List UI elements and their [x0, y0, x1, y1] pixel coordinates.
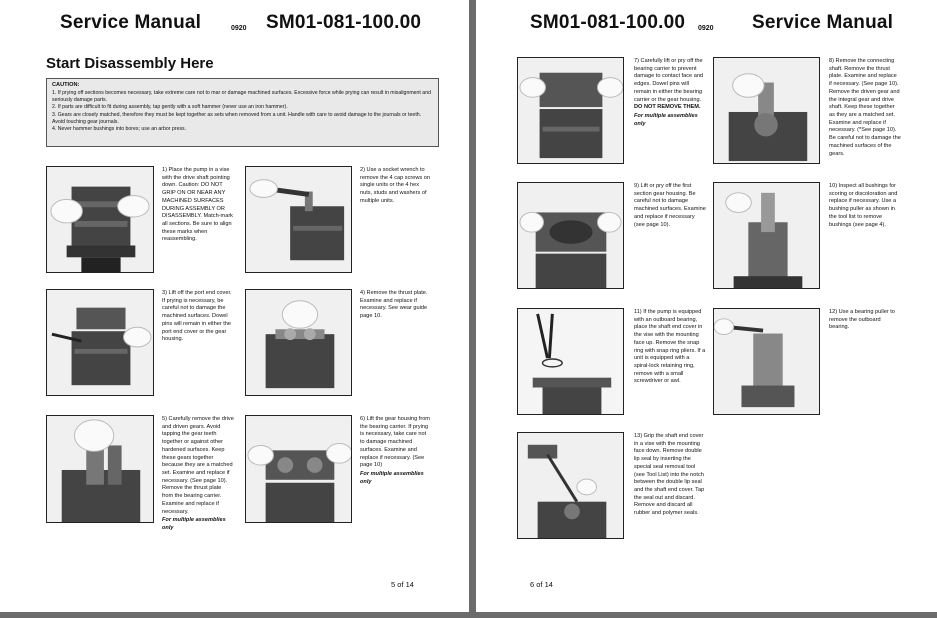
step-11-photo [517, 308, 624, 415]
step-7-warning: DO NOT REMOVE THEM. [634, 104, 701, 111]
bearing-carrier-image [518, 58, 623, 163]
manual-title: Service Manual [60, 12, 202, 33]
step-12-body: 12) Use a bearing puller to remove the outboard bearing. [829, 309, 895, 331]
step-12-text [829, 309, 901, 332]
step-3-body: 3) Lift off the port end cover. If prying is necessary, be careful not to damage the machined surfaces. Dowel pins will remain in either the port end cover or the gear housing. [162, 290, 232, 343]
step-3-text [162, 290, 234, 344]
bearing-puller-image [714, 309, 819, 414]
step-13-body: 13) Grip the shaft end cover in a vise with the mounting face down. Remove double lip seal by inserting the special seal removal tool (see Tool List) into the notch between the double lip seal and the shaft end cover. Tap the seal out and discard. Remove and discard all rubber and polymer seals. [634, 433, 705, 517]
step-9-body: 9) Lift or pry off the first section gear housing. Be careful not to damage machined surfaces. Examine and replace if necessary (see page 10). [634, 183, 706, 228]
step-10-photo [713, 182, 820, 289]
page-number: 6 of 14 [530, 580, 553, 589]
step-1-body: 1) Place the pump in a vise with the drive shaft pointing down. Caution: DO NOT GRIP ON OR NEAR ANY MACHINED SURFACES DURING ASSEMBLY OR DISASSEMBLY. Match-mark all sections. Be sure to align these marks when reassembling. [162, 167, 233, 243]
step-2-body: 2) Use a socket wrench to remove the 4 cap screws on single units or the 4 hex nuts, studs and washers of multiple units. [360, 167, 430, 204]
step-4-body: 4) Remove the thrust plate. Examine and replace if necessary. See wear guide page 10. [360, 290, 428, 320]
step-11-text [634, 309, 706, 386]
caution-heading: CAUTION: [52, 82, 80, 88]
step-2-text [360, 167, 432, 206]
step-8-photo [713, 57, 820, 164]
gears-removal-image [47, 416, 153, 522]
step-1-photo [46, 166, 154, 273]
pump-in-vise-image [47, 167, 153, 272]
bushing-puller-image [714, 183, 819, 288]
step-8-body: 8) Remove the connecting shaft. Remove the thrust plate. Examine and replace if necessary. (See page 10). Remove the driven gear and the integral gear and drive shaft. Keep these together as they are a matched set. Examine and replace if necessary. (*See page 10). Be careful not to damage the machined surfaces of the gears. [829, 58, 901, 157]
page-6 [476, 0, 937, 612]
step-5-text [162, 416, 234, 533]
revision-code: 0920 [698, 25, 714, 32]
seal-removal-image [518, 433, 623, 538]
step-7-note: For multiple assemblies only [634, 113, 698, 127]
step-13-text [634, 433, 706, 518]
step-10-body: 10) Inspect all bushings for scoring or discoloration and replace if necessary. Use a bushing puller as shown in the tool list to remove bushings (see page 4). [829, 183, 898, 228]
step-7-text [634, 58, 706, 128]
document-number: SM01-081-100.00 [266, 12, 422, 33]
step-1-text [162, 167, 234, 244]
step-6-text [360, 416, 432, 486]
step-4-text [360, 290, 432, 321]
thrust-plate-image [246, 290, 351, 395]
snap-ring-pliers-image [518, 309, 623, 414]
section-title: Start Disassembly Here [46, 55, 214, 72]
step-5-body: 5) Carefully remove the drive and driven gears. Avoid tapping the gear teeth together or against other hardened surfaces. Keep these gears together because they are a matched set. Examine and replace if necessary. (See page 10). Remove the thrust plate from the bearing carrier. Examine and replace if necessary. [162, 416, 234, 515]
step-12-photo [713, 308, 820, 415]
page-number: 5 of 14 [391, 580, 414, 589]
step-13-photo [517, 432, 624, 539]
port-end-cover-image [47, 290, 153, 395]
caution-item: 3. Gears are closely matched, therefore they must be kept together as sets when removed from a unit. Handle with care to avoid damage to the journals or teeth. Avoid touching gear journals. [52, 111, 422, 125]
step-5-photo [46, 415, 154, 523]
step-9-text [634, 183, 706, 229]
step-7-photo [517, 57, 624, 164]
step-3-photo [46, 289, 154, 396]
gear-housing-lift-image [246, 416, 351, 522]
step-4-photo [245, 289, 352, 396]
step-11-body: 11) If the pump is equipped with an outboard bearing, place the shaft end cover in the vise with the mounting face up. Remove the snap ring with snap ring pliers. If a unit is equipped with a spiral-lock retaining ring, remove with a small screwdriver or awl. [634, 309, 706, 385]
step-10-text [829, 183, 901, 229]
step-9-photo [517, 182, 624, 289]
step-6-body: 6) Lift the gear housing from the bearing carrier. If prying is necessary, take care not to damage machined surfaces. Examine and replace if necessary. (See page 10) [360, 416, 430, 469]
manual-title: Service Manual [752, 12, 894, 33]
page-5 [0, 0, 469, 612]
caution-item: 2. If parts are difficult to fit during assembly, tap gently with a soft hammer (never use an iron hammer). [52, 104, 288, 111]
step-2-photo [245, 166, 352, 273]
gear-housing-pry-image [518, 183, 623, 288]
caution-item: 4. Never hammer bushings into bores; use an arbor press. [52, 126, 187, 133]
step-8-text [829, 58, 901, 158]
socket-wrench-image [246, 167, 351, 272]
caution-item: 1. If prying off sections becomes necessary, take extreme care not to mar or damage machined surfaces. Excessive force while prying can result in misalignment and seriously damage parts. [52, 89, 431, 104]
document-number: SM01-081-100.00 [530, 12, 686, 33]
step-6-photo [245, 415, 352, 523]
step-7-body: 7) Carefully lift or pry off the bearing carrier to prevent damage to contact face and edges. Dowel pins will remain in either the bearing carrier or the gear housing. [634, 58, 704, 103]
caution-box [46, 78, 439, 147]
step-6-note: For multiple assemblies only [360, 471, 424, 485]
revision-code: 0920 [231, 25, 247, 32]
step-5-note: For multiple assemblies only [162, 517, 226, 532]
connecting-shaft-image [714, 58, 819, 163]
